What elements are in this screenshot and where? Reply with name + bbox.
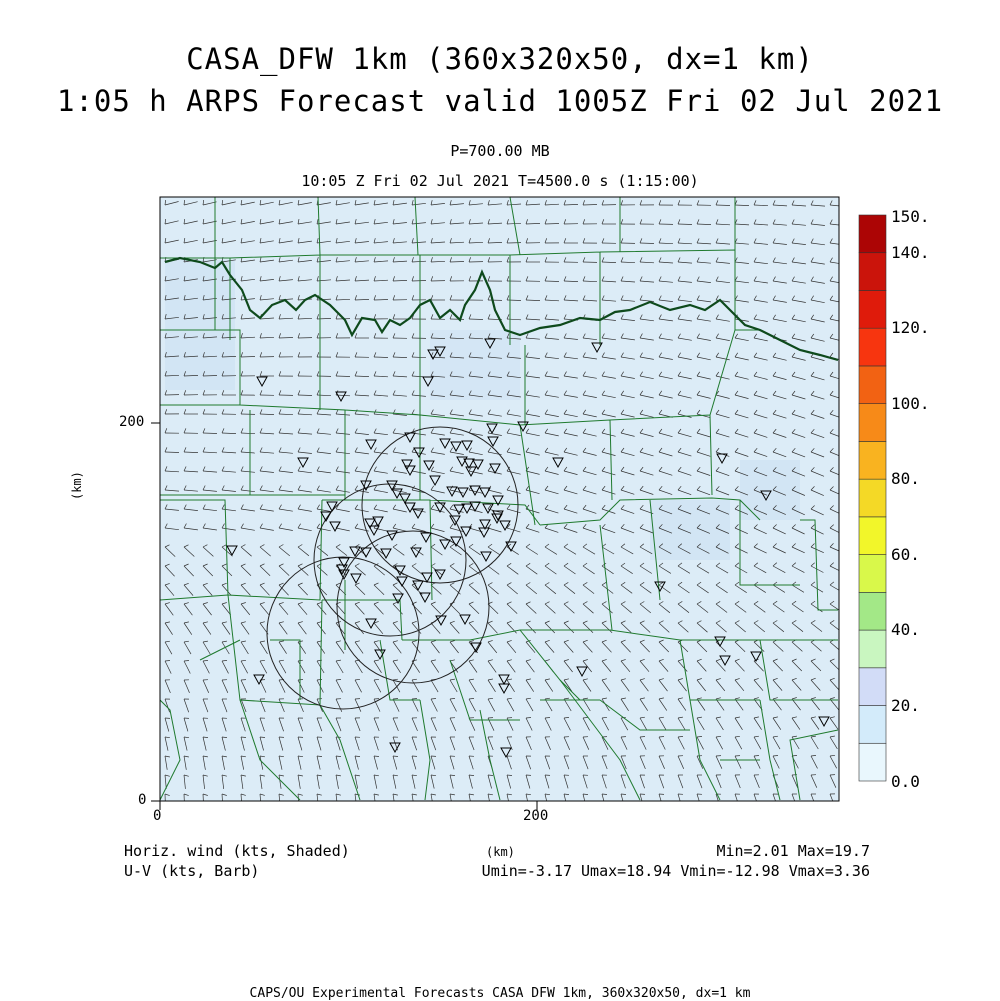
- wind-barb: [298, 395, 312, 396]
- colorbar-swatch: [859, 706, 886, 744]
- wind-barb-flag: [526, 718, 531, 719]
- map-plot-area: [151, 197, 844, 810]
- colorbar-swatch: [859, 668, 886, 706]
- title-line-2: 1:05 h ARPS Forecast valid 1005Z Fri 02 Jul 2021: [0, 84, 1000, 118]
- colorbar-swatch: [859, 517, 886, 555]
- x-tick-label-0: 0: [153, 808, 161, 824]
- wind-barb: [279, 338, 293, 339]
- wind-barb-flag: [184, 661, 189, 662]
- colorbar-swatch: [859, 290, 886, 328]
- colorbar-label: 20.: [891, 696, 920, 715]
- wind-barb-flag: [754, 756, 759, 757]
- colorbar-label: 60.: [891, 545, 920, 564]
- colorbar-swatch: [859, 404, 886, 442]
- colorbar-swatch: [859, 630, 886, 668]
- title-line-1: CASA_DFW 1km (360x320x50, dx=1 km): [0, 42, 1000, 76]
- wind-barb-flag: [602, 794, 607, 795]
- colorbar-label: 140.: [891, 243, 930, 262]
- wind-barb-flag: [412, 699, 417, 700]
- colorbar-label: 80.: [891, 469, 920, 488]
- colorbar-swatch: [859, 441, 886, 479]
- valid-time-line: 10:05 Z Fri 02 Jul 2021 T=4500.0 s (1:15:00): [0, 172, 1000, 190]
- colorbar-swatch: [859, 253, 886, 291]
- y-tick-label-0: 0: [138, 792, 146, 808]
- wind-barb-flag: [659, 737, 664, 738]
- wind-barb: [507, 300, 521, 301]
- wind-barb: [412, 281, 426, 282]
- wind-barb-flag: [165, 661, 170, 662]
- colorbar-label: 120.: [891, 318, 930, 337]
- x-axis-unit: (km): [486, 845, 515, 859]
- colorbar-label: 100.: [891, 394, 930, 413]
- colorbar-swatch: [859, 479, 886, 517]
- wind-barb-flag: [507, 775, 512, 776]
- y-axis-unit: (km): [70, 471, 84, 500]
- colorbar-swatch: [859, 215, 886, 253]
- credit-line: CAPS/OU Experimental Forecasts CASA DFW 1km, 360x320x50, dx=1 km: [0, 986, 1000, 1001]
- wind-barb-flag: [621, 794, 626, 795]
- colorbar-swatch: [859, 328, 886, 366]
- wind-barb: [450, 262, 464, 263]
- map-background: [160, 197, 839, 801]
- wind-barb: [374, 300, 388, 301]
- colorbar-label: 150.: [891, 207, 930, 226]
- wind-barb: [678, 224, 692, 225]
- wind-barb-flag: [431, 699, 436, 700]
- colorbar-label: 40.: [891, 620, 920, 639]
- wind-barb: [583, 205, 597, 206]
- wind-barb: [469, 319, 483, 320]
- wind-barb: [241, 357, 255, 358]
- wind-barb: [545, 224, 559, 225]
- wind-barb: [374, 357, 388, 358]
- wind-barb-flag: [640, 737, 645, 738]
- x-tick-label-200: 200: [523, 808, 548, 824]
- wind-barb-flag: [545, 718, 550, 719]
- wind-barb: [203, 433, 217, 434]
- wind-shade-patch: [740, 460, 800, 520]
- shaded-field-label: Horiz. wind (kts, Shaded): [124, 842, 350, 860]
- barb-field-label: U-V (kts, Barb): [124, 862, 259, 880]
- wind-shade-patch: [430, 330, 520, 400]
- wind-barb-flag: [260, 737, 265, 738]
- colorbar-label: 0.0: [891, 772, 920, 791]
- wind-barb: [336, 376, 350, 377]
- colorbar-swatch: [859, 555, 886, 593]
- uv-stats: Umin=-3.17 Umax=18.94 Vmin=-12.98 Vmax=3.36: [482, 862, 870, 880]
- wind-barb: [716, 205, 730, 206]
- wind-barb-flag: [488, 775, 493, 776]
- colorbar: [859, 215, 886, 781]
- wind-barb: [640, 243, 654, 244]
- wind-barb: [203, 376, 217, 377]
- wind-barb-flag: [241, 737, 246, 738]
- wind-barb-flag: [393, 756, 398, 757]
- pressure-level: P=700.00 MB: [0, 142, 1000, 160]
- colorbar-swatch: [859, 592, 886, 630]
- y-tick-label-200: 200: [119, 414, 144, 430]
- wind-barb-flag: [773, 756, 778, 757]
- wind-barb-flag: [393, 699, 398, 700]
- wind-barb: [545, 281, 559, 282]
- colorbar-swatch: [859, 366, 886, 404]
- wind-shade-patch: [650, 500, 730, 560]
- wind-barb-flag: [374, 756, 379, 757]
- wind-barb: [165, 452, 179, 453]
- min-max-stats: Min=2.01 Max=19.7: [716, 842, 870, 860]
- colorbar-swatch: [859, 743, 886, 781]
